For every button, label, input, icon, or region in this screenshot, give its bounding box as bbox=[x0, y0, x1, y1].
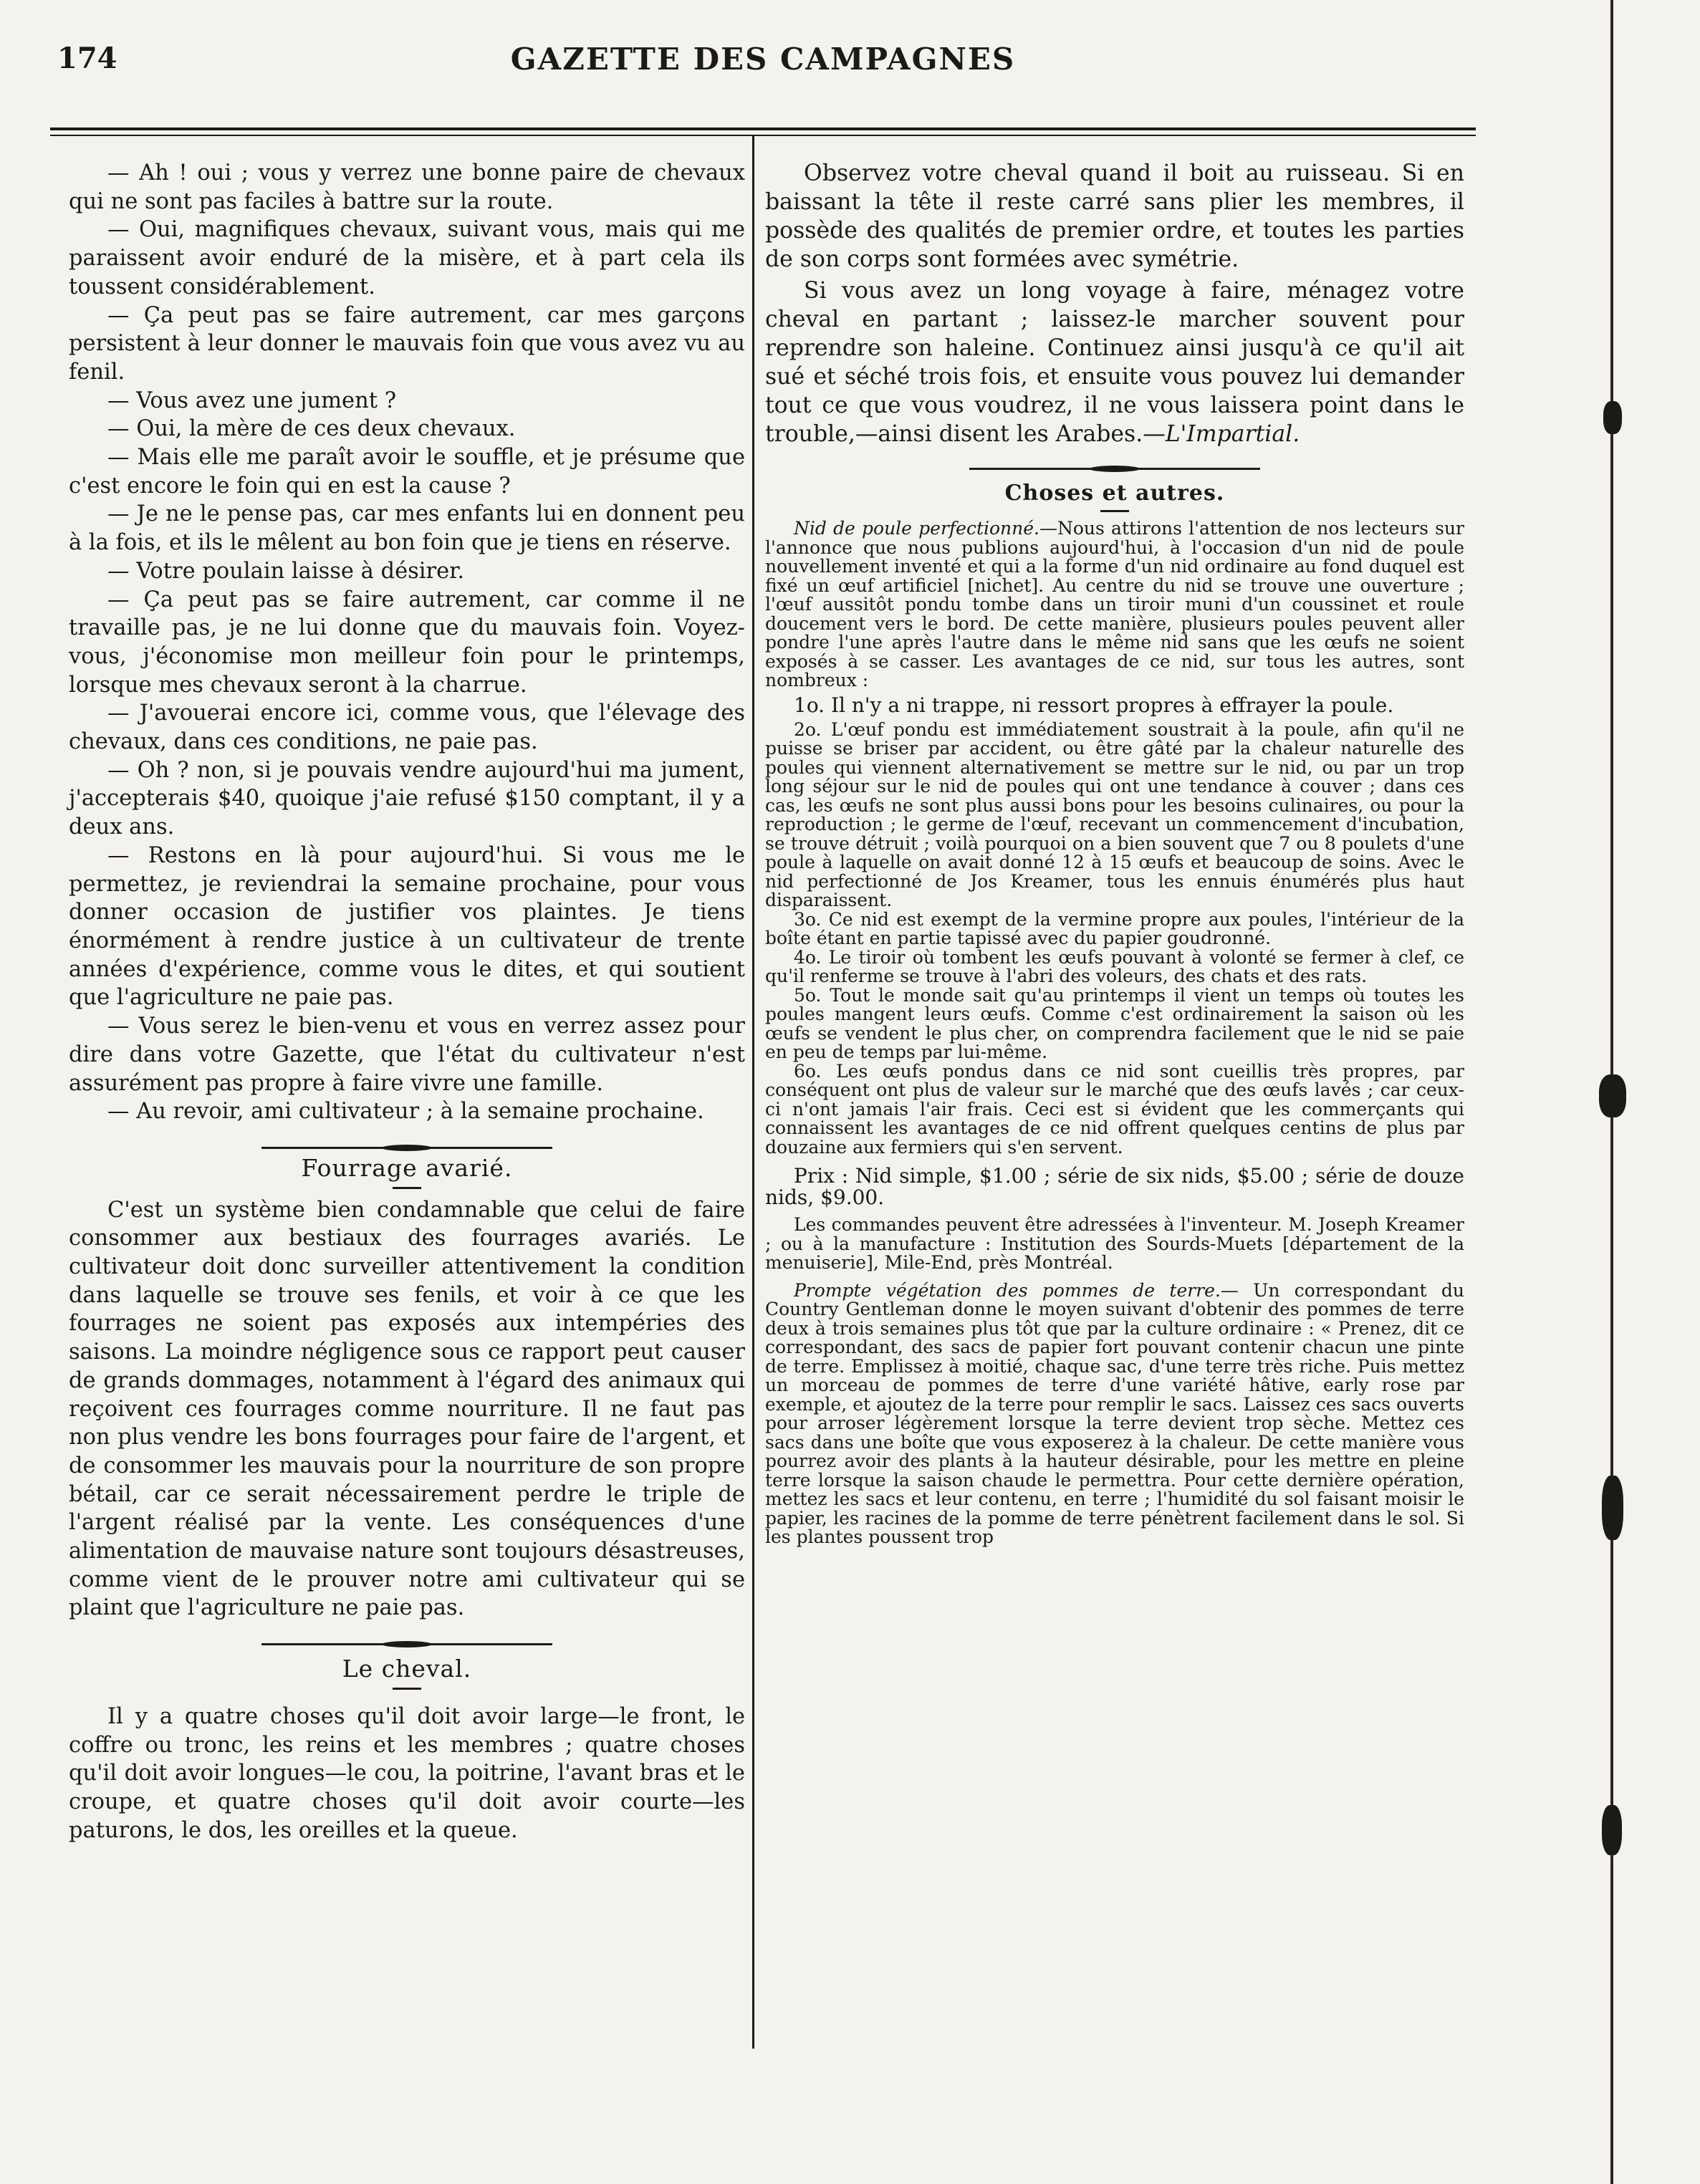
source-credit: L'Impartial. bbox=[1165, 421, 1300, 447]
cheval-paragraph: Observez votre cheval quand il boit au ruisseau. Si en baissant la tête il reste carré sans plier les membres, il possède des qualités de premier ordre, et toutes les parties de son corps sont formées avec symétrie. bbox=[765, 160, 1464, 272]
section-title-cheval: Le cheval. bbox=[342, 1655, 472, 1683]
scan-blot bbox=[1599, 1074, 1626, 1117]
page-header bbox=[50, 42, 1476, 92]
header-rule bbox=[50, 128, 1476, 130]
prompte-text: Prompte végétation des pommes de terre.— Un correspondant du Country Gentleman donne le moyen suivant d'obtenir des pommes de terre deux à trois semaines plus tôt que par la culture ordinaire : « Prenez, dit ce correspondant, des sacs de papier fort pouvant contenir chacun une pinte de terre. Emplissez à moitié, chaque sac, d'une terre très riche. Puis mettez un morceau de pommes de terre d'une variété hâtive, early rose par exemple, et ajoutez de la terre pour remplir le sacs. Laissez ces sacs ouverts pour arroser légèrement lorsque la terre devient trop sèche. Mettez ces sacs dans une boîte que vous exposerez à la chaleur. De cette manière vous pourrez avoir des plants à la hauteur désirable, pour les mettre en pleine terre lorsque la saison chaude le permettra. Pour cette dernière opération, mettez les sacs et leur contenu, en terre ; l'humidité du sol faisant moisir le papier, les racines de la pomme de terre pénètrent facilement dans le sol. Si les plantes poussent trop bbox=[765, 1279, 1464, 1547]
scan-blot bbox=[1602, 1476, 1623, 1540]
section-ornament bbox=[69, 1145, 745, 1151]
running-title: GAZETTE DES CAMPAGNES bbox=[510, 42, 1016, 77]
nid-item: 1o. Il n'y a ni trappe, ni ressort propres à effrayer la poule. bbox=[794, 693, 1394, 717]
cheval-text: Il y a quatre choses qu'il doit avoir large—le front, le coffre ou tronc, les reins et les membres ; quatre choses qu'il doit avoir longues—le cou, la poitrine, l'avant bras et le croupe, et quatre choses qu'il doit avoir courte—les paturons, le dos, les oreilles et la queue. bbox=[69, 1703, 745, 1843]
section-title-choses: Choses et autres. bbox=[1004, 481, 1225, 506]
nid-item: 3o. Ce nid est exempt de la vermine propre aux poules, l'intérieur de la boîte étant en partie tapissé avec du papier goudronné. bbox=[765, 908, 1464, 948]
nid-intro: Nid de poule perfectionné.—Nous attirons l'attention de nos lecteurs sur l'annonce que nous publions aujourd'hui, à l'occasion d'un nid de poule nouvellement inventé et qui a la forme d'un nid ordinaire au fond duquel est fixé un œuf artificiel [nichet]. Au centre du nid se trouve une ouverture ; l'œuf aussitôt pondu tombe dans un tiroir muni d'un coussinet et roule doucement vers le bord. De cette manière, plusieurs poules peuvent aller pondre l'une après l'autre dans le même nid sans que les œufs ne soient exposés à se casser. Les avantages de ce nid, sur tous les autres, sont nombreux : bbox=[765, 518, 1464, 691]
nid-item: 4o. Le tiroir où tombent les œufs pouvant à volonté se fermer à clef, ce qu'il renferme se trouve à l'abri des voleurs, des chats et des rats. bbox=[765, 946, 1464, 986]
nid-item: 5o. Tout le monde sait qu'au printemps il vient un temps où toutes les poules mangent leurs œufs. Comme c'est ordinairement la saison où les œufs se vendent le plus cher, on comprendra facilement que le nid se paie en peu de temps par lui-même. bbox=[765, 984, 1464, 1062]
dialogue-line: — Restons en là pour aujourd'hui. Si vous me le permettez, je reviendrai la semaine prochaine, pour vous donner occasion de justifier vos plaintes. Je tiens énormément à rendre justice à un cultivateur de trente années d'expérience, comme vous le dites, et qui soutient que l'agriculture ne paie pas. bbox=[69, 842, 745, 1011]
nid-item: 6o. Les œufs pondus dans ce nid sont cueillis très propres, par conséquent ont plus de valeur sur le marché que des œufs lavés ; car ceux-ci n'ont jamais l'air frais. Ceci est si évident que les commerçants qui connaissent les avantages de ce nid offrent quelques centins de plus par douzaine aux fermiers qui s'en servent. bbox=[765, 1060, 1464, 1158]
dialogue-line: — Ça peut pas se faire autrement, car comme il ne travaille pas, je ne lui donne que du mauvais foin. Voyez-vous, j'économise mon meilleur foin pour le printemps, lorsque mes chevaux seront à la charrue. bbox=[69, 587, 745, 698]
section-ornament bbox=[765, 466, 1464, 472]
dialogue-line: — Mais elle me paraît avoir le souffle, et je présume que c'est encore le foin qui en est la cause ? bbox=[69, 445, 745, 499]
prix-text: Prix : Nid simple, $1.00 ; série de six nids, $5.00 ; série de douze nids, $9.00. bbox=[765, 1164, 1464, 1209]
dialogue-line: — Ah ! oui ; vous y verrez une bonne paire de chevaux qui ne sont pas faciles à battre sur la route. bbox=[69, 160, 745, 214]
left-column bbox=[69, 159, 745, 1844]
dialogue-line: — Oui, magnifiques chevaux, suivant vous, mais qui me paraissent avoir enduré de la misère, et à part cela ils toussent considérablement. bbox=[69, 217, 745, 299]
section-ornament bbox=[69, 1641, 745, 1647]
right-column bbox=[765, 159, 1464, 1547]
cheval-paragraph: Si vous avez un long voyage à faire, ménagez votre cheval en partant ; laissez-le marcher souvent pour reprendre son haleine. Continuez ainsi jusqu'à ce qu'il ait sué et séché trois fois, et ensuite vous pouvez lui demander tout ce que vous voudrez, il ne vous laissera point dans le trouble,—ainsi disent les Arabes.—L'Impartial. bbox=[765, 278, 1464, 447]
dialogue-line: — Votre poulain laisse à désirer. bbox=[107, 558, 465, 584]
column-divider bbox=[752, 136, 754, 2049]
dialogue-line: — Oui, la mère de ces deux chevaux. bbox=[107, 416, 516, 442]
scan-blot bbox=[1602, 1805, 1622, 1855]
dialogue-line: — Je ne le pense pas, car mes enfants lui en donnent peu à la fois, et ils le mêlent au bon foin que je tiens en réserve. bbox=[69, 501, 745, 556]
dialogue-line: — Oh ? non, si je pouvais vendre aujourd'hui ma jument, j'accepterais $40, quoique j'aie refusé $150 comptant, il y a deux ans. bbox=[69, 757, 745, 840]
dialogue-line: — Vous avez une jument ? bbox=[107, 388, 397, 413]
header-rule-thin bbox=[50, 135, 1476, 136]
page-number: 174 bbox=[57, 42, 117, 75]
dialogue-line: — J'avouerai encore ici, comme vous, que l'élevage des chevaux, dans ces conditions, ne paie pas. bbox=[69, 701, 745, 755]
fourrage-text: C'est un système bien condamnable que celui de faire consommer aux bestiaux des fourrages avariés. Le cultivateur doit donc surveiller attentivement la condition dans laquelle se trouve ses fenils, et voir à ce que les fourrages ne soient pas exposés aux intempéries des saisons. La moindre négligence sous ce rapport peut causer de grands dommages, notamment à l'égard des animaux qui reçoivent ces fourrages comme nourriture. Il ne faut pas non plus vendre les bons fourrages pour faire de l'argent, et de consommer les mauvais pour la nourriture de son propre bétail, car ce serait nécessairement perdre le triple de l'argent réalisé par la vente. Les conséquences d'une alimentation de mauvaise nature sont toujours désastreuses, comme vient de le prouver notre ami cultivateur qui se plaint que l'agriculture ne paie pas. bbox=[69, 1197, 745, 1621]
dialogue-line: — Ça peut pas se faire autrement, car mes garçons persistent à leur donner le mauvais foin que vous avez vu au fenil. bbox=[69, 302, 745, 385]
commandes-text: Les commandes peuvent être adressées à l'inventeur. M. Joseph Kreamer ; ou à la manufacture : Institution des Sourds-Muets [département de la menuiserie], Mile-End, près Montréal. bbox=[765, 1214, 1464, 1273]
dialogue-line: — Vous serez le bien-venu et vous en verrez assez pour dire dans votre Gazette, que l'état du cultivateur n'est assurément pas propre à faire vivre une famille. bbox=[69, 1014, 745, 1096]
dialogue-line: — Au revoir, ami cultivateur ; à la semaine prochaine. bbox=[107, 1099, 704, 1125]
nid-item: 2o. L'œuf pondu est immédiatement soustrait à la poule, afin qu'il ne puisse se briser par accident, ou être gâté par la chaleur naturelle des poules qui viennent alternativement se mettre sur le nid, ou par un trop long séjour sur le nid de poules qui ont une tendance à couver ; dans ces cas, les œufs ne sont plus aussi bons pour les besoins culinaires, ou pour la reproduction ; le germe de l'œuf, recevant un commencement d'incubation, se trouve détruit ; voilà pourquoi on a bien souvent que 7 ou 8 poulets d'une poule à laquelle on avait donné 12 à 15 œufs et beaucoup de soins. Avec le nid perfectionné de Jos Kreamer, tous les ennuis énumérés plus haut disparaissent. bbox=[765, 718, 1464, 910]
scan-blot bbox=[1603, 401, 1622, 434]
section-title-fourrage: Fourrage avarié. bbox=[301, 1153, 513, 1182]
